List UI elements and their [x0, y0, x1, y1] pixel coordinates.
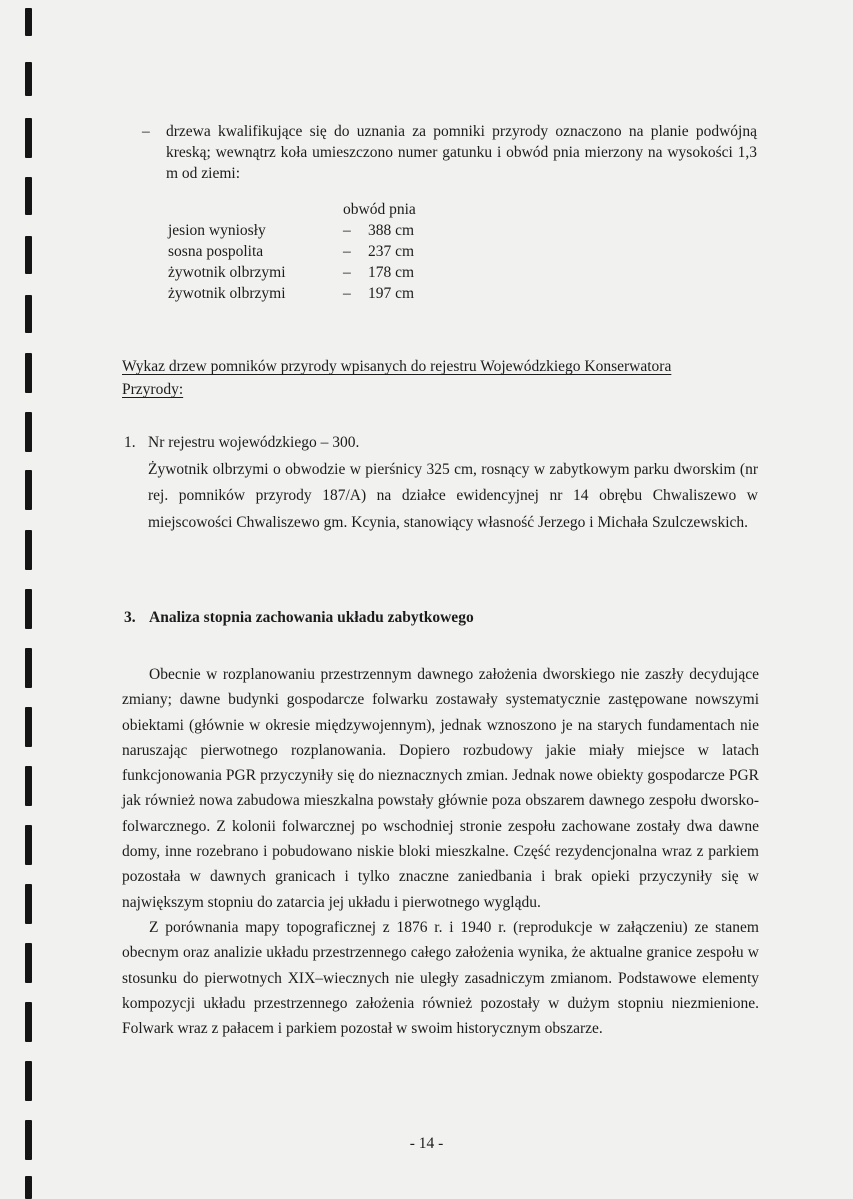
binding-mark	[25, 62, 32, 96]
binding-mark	[25, 470, 32, 510]
binding-mark	[25, 412, 32, 452]
table-header: obwód pnia	[343, 201, 416, 218]
binding-mark	[25, 943, 32, 983]
binding-mark	[25, 236, 32, 274]
binding-mark	[25, 295, 32, 333]
register-heading	[122, 355, 671, 401]
binding-mark	[25, 177, 32, 215]
section-heading	[124, 609, 474, 627]
register-item-title: Nr rejestru wojewódzkiego – 300.	[148, 434, 360, 451]
trunk-circumference: 197 cm	[368, 285, 415, 302]
intro-text: drzewa kwalifikujące się do uznania za pomniki przyrody oznaczono na planie podwójną kreską; wewnątrz koła umieszczono numer gatunku i obwód pnia mierzony na wysokości 1,3 m od ziemi:	[166, 123, 757, 182]
register-heading-line1: Wykaz drzew pomników przyrody wpisanych do rejestru Wojewódzkiego Konserwatora	[122, 358, 672, 375]
tree-name: żywotnik olbrzymi	[168, 285, 286, 302]
binding-mark	[25, 8, 32, 36]
binding-mark	[25, 825, 32, 865]
row-dash: –	[343, 285, 351, 302]
binding-mark	[25, 707, 32, 747]
tree-name: żywotnik olbrzymi	[168, 264, 286, 281]
binding-mark	[25, 648, 32, 688]
register-item-number: 1.	[124, 434, 136, 451]
binding-mark	[25, 353, 32, 393]
tree-name: sosna pospolita	[168, 243, 264, 260]
binding-mark	[25, 589, 32, 629]
binding-mark	[25, 1176, 32, 1199]
register-heading-line2: Przyrody:	[122, 381, 184, 398]
binding-mark	[25, 1061, 32, 1101]
binding-mark	[25, 1002, 32, 1042]
binding-mark	[25, 766, 32, 806]
paragraph: Z porównania mapy topograficznej z 1876 r. i 1940 r. (reprodukcje w załączeniu) ze stanem obecnym oraz analizie układu przestrzennego całego założenia wynika, że aktualne granice zespołu w stosunku do pierwotnych XIX–wiecznych nie uległy zasadniczym zmianom. Podstawowe elementy kompozycji układu przestrzennego założenia również pozostały w dużym stopniu niezmienione. Folwark wraz z pałacem i parkiem pozostał w swoim historycznym obszarze.	[122, 918, 759, 1038]
binding-mark	[25, 118, 32, 158]
trunk-circumference: 178 cm	[368, 264, 415, 281]
section-number: 3.	[124, 609, 136, 626]
register-item-text: Żywotnik olbrzymi o obwodzie w pierśnicy 325 cm, rosnący w zabytkowym parku dworskim (nr rej. pomników przyrody 187/A) na działce ewidencyjnej nr 14 obrębu Chwaliszewo w miejscowości Chwaliszewo gm. Kcynia, stanowiący własność Jerzego i Michała Szulczewskich.	[148, 460, 758, 531]
binding-mark	[25, 884, 32, 924]
row-dash: –	[343, 243, 351, 260]
row-dash: –	[343, 222, 351, 239]
intro-dash: –	[142, 123, 150, 140]
section-body	[122, 662, 759, 1041]
row-dash: –	[343, 264, 351, 281]
section-title: Analiza stopnia zachowania układu zabytkowego	[149, 609, 474, 626]
register-item	[148, 430, 758, 536]
tree-name: jesion wyniosły	[168, 222, 266, 239]
trunk-circumference: 388 cm	[368, 222, 415, 239]
binding-mark	[25, 530, 32, 570]
page-number: - 14 -	[409, 1135, 444, 1152]
paragraph: Obecnie w rozplanowaniu przestrzennym dawnego założenia dworskiego nie zaszły decydujące zmiany; dawne budynki gospodarcze folwarku zostawały systematycznie zastępowane nowszymi obiektami (głównie w okresie międzywojennym), jednak wznoszono je na starych fundamentach nie naruszając pierwotnego rozplanowania. Dopiero rozbudowy jakie miały miejsce w latach funkcjonowania PGR przyczyniły się do nieznacznych zmian. Jednak nowe obiekty gospodarcze PGR jak również nowa zabudowa mieszkalna powstały głównie poza obszarem dawnego zespołu dworsko-folwarcznego. Z kolonii folwarcznej po wschodniej stronie zespołu zachowane zostały dwa dawne domy, inne rozebrano i pobudowano niskie bloki mieszkalne. Część rezydencjonalna wraz z parkiem pozostała w dawnych granicach i tylko znaczne zaniedbania i brak opieki przyczyniły się w największym stopniu do zatarcia jej układu i pierwotnego wyglądu.	[122, 666, 759, 911]
trunk-circumference: 237 cm	[368, 243, 415, 260]
